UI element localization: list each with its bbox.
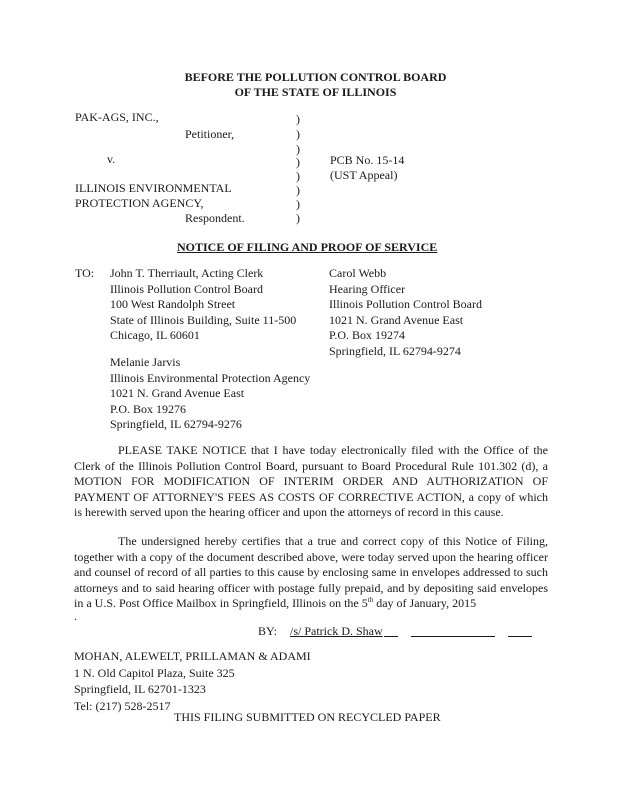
recipient-agency [110,355,310,433]
versus-label: v. [107,152,116,166]
firm-address-line2: Springfield, IL 62701-1323 [74,682,206,696]
court-heading-line2: OF THE STATE OF ILLINOIS [234,85,397,99]
recipient-agency-street: 1021 N. Grand Avenue East [110,386,245,400]
respondent-name-line2: PROTECTION AGENCY, [75,196,204,210]
certification-paragraph [74,534,548,612]
signature-line [384,636,398,637]
recipient-agency-city: Springfield, IL 62794-9276 [110,417,242,431]
notice-paragraph [74,443,548,521]
signature-line [508,636,532,637]
recycled-paper-footer: THIS FILING SUBMITTED ON RECYCLED PAPER [174,710,441,724]
caption-paren: ) [296,127,300,141]
signature-text: /s/ Patrick D. Shaw [290,624,383,638]
recipient-ho-org: Illinois Pollution Control Board [329,297,483,311]
certification-paragraph-text: The undersigned hereby certifies that a true and correct copy of this Notice of Filing, together with a copy of the document described above, were today served upon the hearing officer and counsel of record of all parties to this cause by enclosing same in envelopes addressed to such attorneys and to said hearing officer with postage fully prepaid, and by depositing said envelopes in a U.S. Post Office Mailbox in Springfield, Illinois on the 5 [74,534,548,610]
recipient-ho-city: Springfield, IL 62794-9274 [329,343,461,358]
caption-paren: ) [296,112,300,126]
case-type: (UST Appeal) [330,168,398,182]
caption-paren: ) [296,183,300,197]
respondent-role: Respondent. [185,211,245,225]
recipient-clerk-city: Chicago, IL 60601 [110,328,200,342]
recipient-clerk-street: 100 West Randolph Street [110,297,236,311]
firm-telephone: Tel: (217) 528-2517 [74,698,171,713]
signature-line [411,636,495,637]
caption-paren: ) [296,142,300,156]
notice-paragraph-text: PLEASE TAKE NOTICE that I have today electronically filed with the Office of the Clerk of the Illinois Pollution Control Board, pursuant to Board Procedural Rule 101.302 (d), a MOTION FOR MODIFICATION OF INTERIM ORDER AND AUTHORIZATION OF PAYMENT OF ATTORNEY'S FEES AS COSTS OF CORRECTIVE ACTION, a copy of which is herewith served upon the hearing officer and upon the attorneys of record in this cause. [74,443,548,519]
law-firm-block [74,648,311,714]
certification-paragraph-tail: day of January, 2015 [373,596,477,610]
recipient-ho-street: 1021 N. Grand Avenue East [329,312,464,327]
recipient-agency-pobox: P.O. Box 19276 [110,401,187,416]
caption-paren: ) [296,197,300,211]
recipient-ho-name: Carol Webb [329,266,387,280]
by-label: BY: [258,624,277,638]
petitioner-name: PAK-AGS, INC., [75,110,159,124]
recipient-clerk-building: State of Illinois Building, Suite 11-500 [110,312,297,327]
petitioner-role: Petitioner, [185,127,235,141]
firm-name: MOHAN, ALEWELT, PRILLAMAN & ADAMI [74,649,311,663]
recipient-ho-title: Hearing Officer [329,281,406,296]
caption-paren: ) [296,211,300,225]
document-title: NOTICE OF FILING AND PROOF OF SERVICE [177,240,438,254]
recipient-clerk [110,266,296,344]
stray-dot: . [74,609,77,623]
recipient-clerk-name: John T. Therriault, Acting Clerk [110,266,264,280]
recipient-hearing-officer [329,266,482,359]
to-label: TO: [75,266,95,280]
caption-paren: ) [296,169,300,183]
respondent-name-line1: ILLINOIS ENVIRONMENTAL [75,181,232,195]
recipient-ho-pobox: P.O. Box 19274 [329,328,406,342]
date-ordinal-suffix: th [367,596,374,604]
firm-address-line1: 1 N. Old Capitol Plaza, Suite 325 [74,665,235,680]
court-heading-line1: BEFORE THE POLLUTION CONTROL BOARD [184,70,447,84]
recipient-agency-org: Illinois Environmental Protection Agency [110,370,311,385]
case-number: PCB No. 15-14 [330,153,405,167]
caption-paren: ) [296,155,300,169]
recipient-clerk-org: Illinois Pollution Control Board [110,281,264,296]
recipient-agency-name: Melanie Jarvis [110,355,181,369]
